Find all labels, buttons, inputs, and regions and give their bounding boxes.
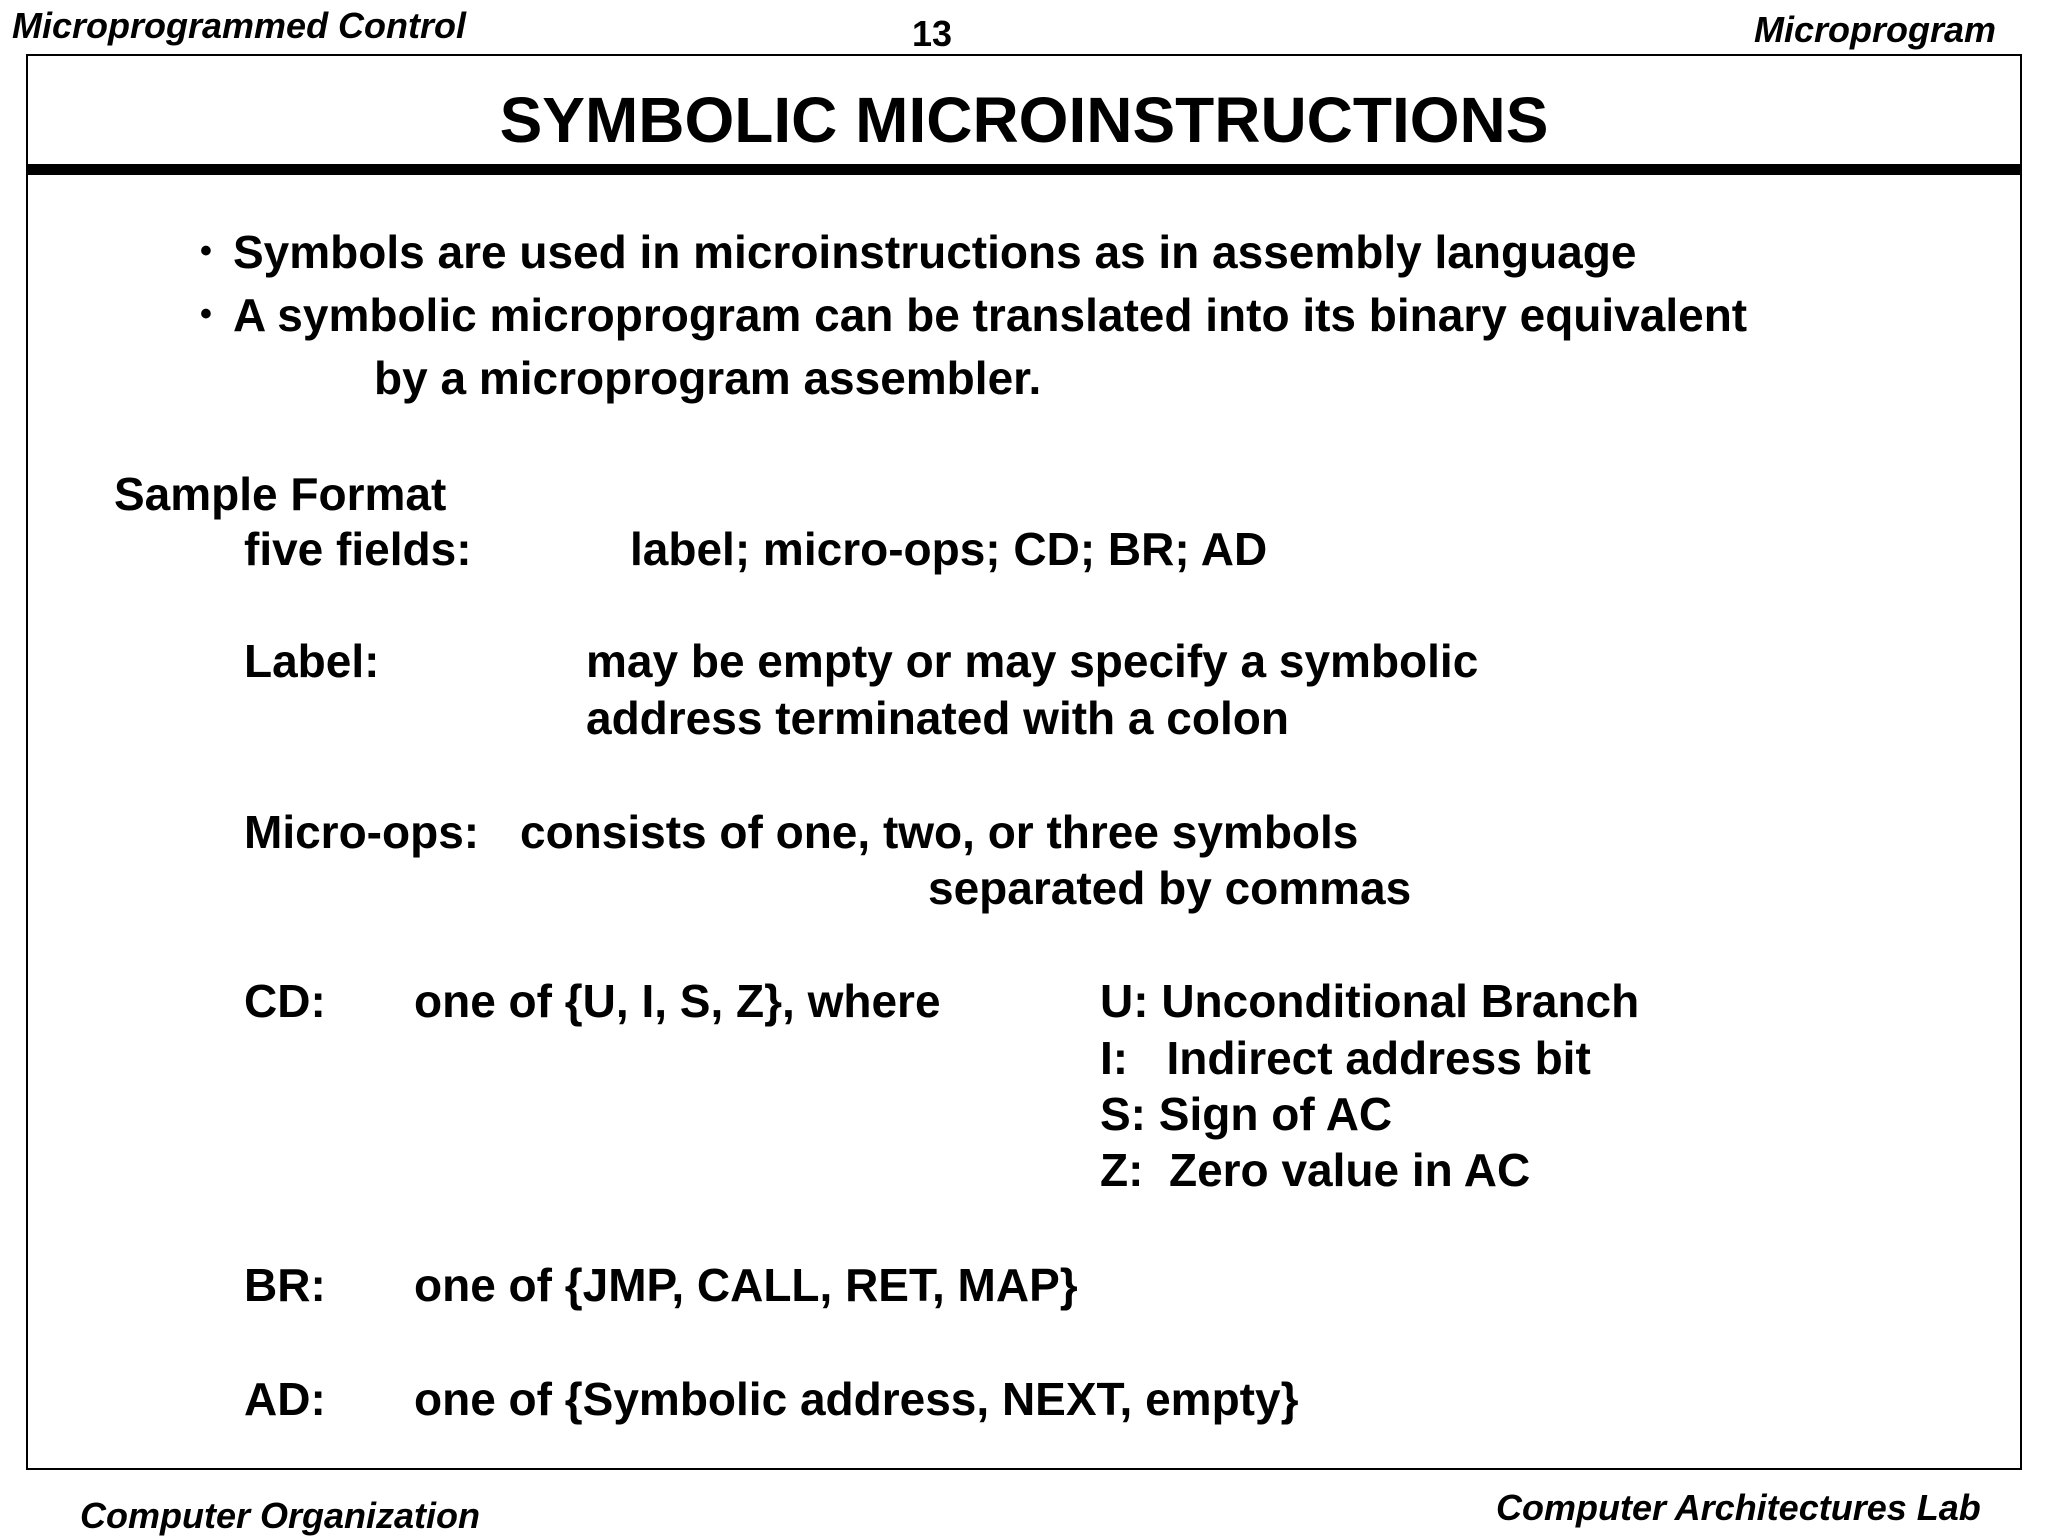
sample-format-heading: Sample Format [114, 468, 447, 520]
bullet-marker-1: • [200, 232, 212, 270]
label-field-name: Label: [244, 635, 380, 687]
five-fields-label: five fields: [244, 523, 472, 575]
micro-ops-field-name: Micro-ops: [244, 806, 480, 858]
bullet-text-2-continuation: by a microprogram assembler. [374, 352, 1042, 404]
cd-option-i: I: Indirect address bit [1100, 1032, 1591, 1084]
micro-ops-desc-line1: consists of one, two, or three symbols [520, 806, 1359, 858]
footer-right: Computer Architectures Lab [1496, 1487, 1981, 1528]
cd-option-z: Z: Zero value in AC [1100, 1144, 1531, 1196]
five-fields-value: label; micro-ops; CD; BR; AD [630, 523, 1268, 575]
micro-ops-desc-line2: separated by commas [928, 862, 1412, 914]
footer-left: Computer Organization [80, 1495, 481, 1536]
br-field-value: one of {JMP, CALL, RET, MAP} [414, 1259, 1078, 1311]
cd-field-value: one of {U, I, S, Z}, where [414, 975, 941, 1027]
label-field-desc-line2: address terminated with a colon [586, 692, 1289, 744]
br-field-name: BR: [244, 1259, 326, 1311]
header-right-title: Microprogram [1754, 9, 1997, 50]
cd-option-u: U: Unconditional Branch [1100, 975, 1640, 1027]
header-left-title: Microprogrammed Control [12, 5, 467, 46]
bullet-marker-2: • [200, 295, 212, 333]
slide-title: SYMBOLIC MICROINSTRUCTIONS [499, 84, 1549, 156]
label-field-desc-line1: may be empty or may specify a symbolic [586, 635, 1479, 687]
bullet-text-2: A symbolic microprogram can be translated into its binary equivalent [233, 289, 1748, 341]
cd-option-s: S: Sign of AC [1100, 1088, 1393, 1140]
title-divider [26, 164, 2022, 175]
bullet-text-1: Symbols are used in microinstructions as in assembly language [233, 226, 1637, 278]
ad-field-value: one of {Symbolic address, NEXT, empty} [414, 1373, 1299, 1425]
cd-field-name: CD: [244, 975, 326, 1027]
page-number: 13 [912, 13, 953, 54]
ad-field-name: AD: [244, 1373, 326, 1425]
